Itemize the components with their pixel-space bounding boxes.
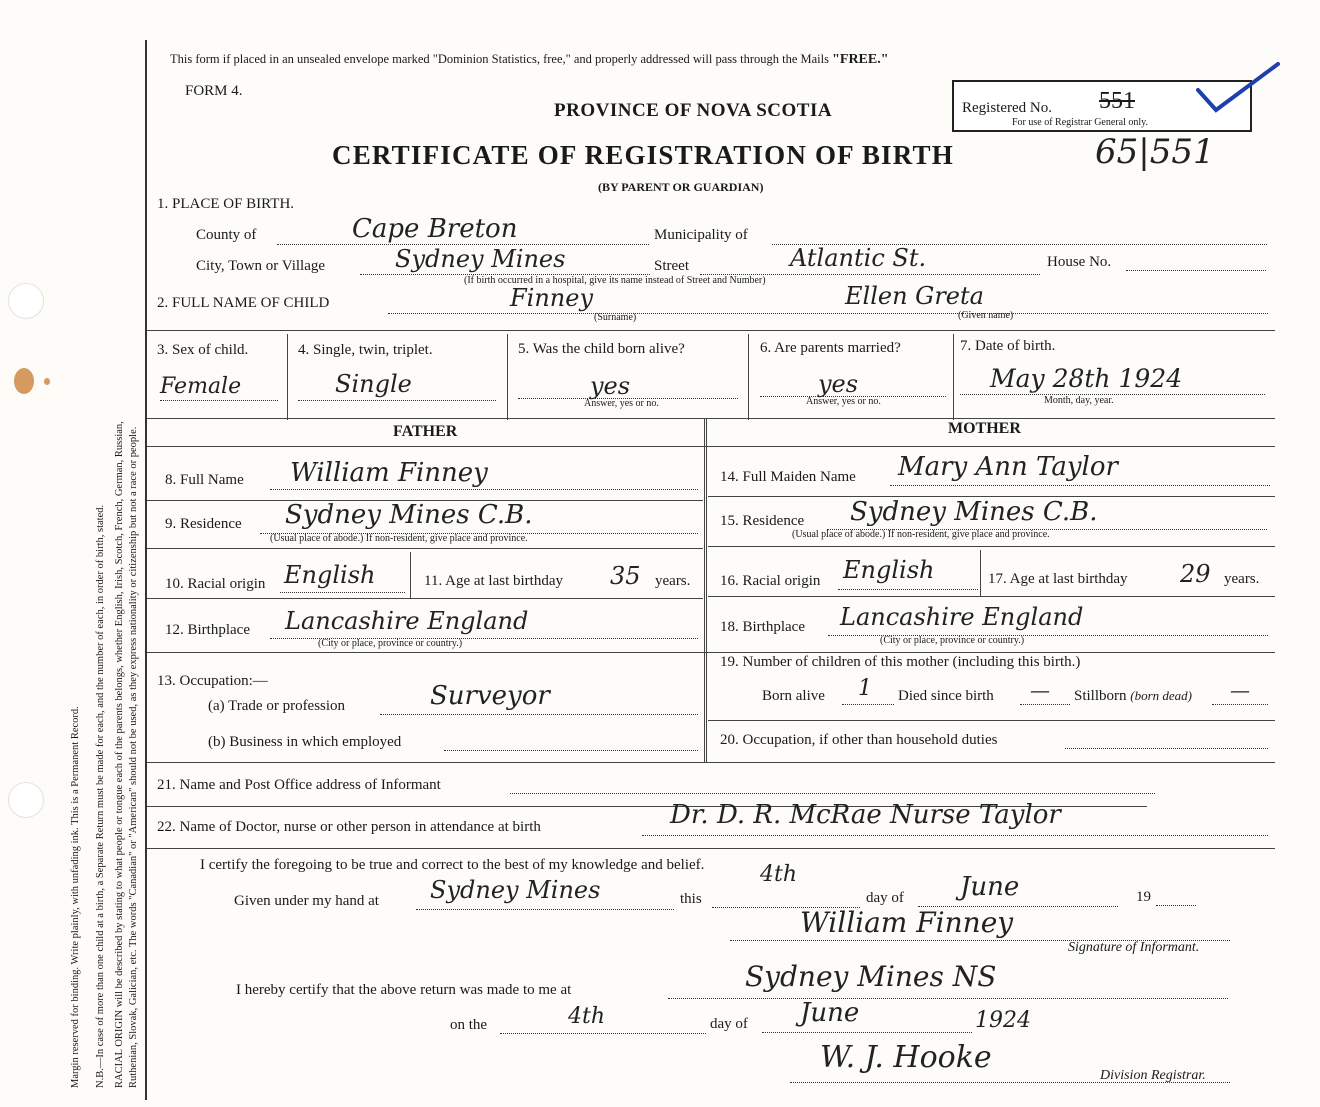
county-value: Cape Breton <box>352 214 518 244</box>
margin-note-multiple-births: N.B.—In case of more than one child at a birth, a Separate Return must be made for each, and the number of each, in order of birth, stated. <box>95 504 106 1088</box>
surname-note: (Surname) <box>594 312 637 323</box>
child-given-value: Ellen Greta <box>845 282 984 310</box>
father-name-value: William Finney <box>290 458 488 488</box>
handwritten-registration-number: 65|551 <box>1095 132 1215 172</box>
father-residence-label: 9. Residence <box>165 516 242 532</box>
father-residence-value: Sydney Mines C.B. <box>285 500 533 530</box>
rust-stain-small <box>44 378 50 385</box>
rust-stain <box>14 368 34 394</box>
county-label: County of <box>196 227 257 243</box>
father-name-label: 8. Full Name <box>165 472 244 488</box>
dob-label: 7. Date of birth. <box>960 338 1056 354</box>
father-birthplace-value: Lancashire England <box>285 607 529 635</box>
certificate-subtitle: (BY PARENT OR GUARDIAN) <box>598 180 764 194</box>
child-surname-value: Finney <box>510 284 594 312</box>
mother-birthplace-note: (City or place, province or country.) <box>880 635 1025 646</box>
born-alive-count-value: 1 <box>858 676 872 701</box>
mail-notice: This form if placed in an unsealed envelope marked "Dominion Statistics, free," and properly addressed will pass through the Mails "FREE." <box>170 52 889 67</box>
division-registrar-label: Division Registrar. <box>1100 1068 1206 1083</box>
died-since-birth-label: Died since birth <box>898 688 994 704</box>
given-under-label: Given under my hand at <box>234 893 379 909</box>
stillborn-value: — <box>1230 678 1250 702</box>
this-label: this <box>680 891 702 907</box>
sex-label: 3. Sex of child. <box>157 342 249 358</box>
mother-residence-note: (Usual place of abode.) If non-resident, give place and province. <box>792 529 1050 540</box>
punch-hole-bottom <box>8 782 44 818</box>
informant-label: 21. Name and Post Office address of Informant <box>157 777 441 793</box>
registration-day-value: 4th <box>568 1004 606 1029</box>
margin-note-nationality: Ruthenian, Slovak, Galician, etc. The words "Canadian" or "American" should not be used, as they express nationality or citizenship but not a race or people. <box>128 426 139 1088</box>
day-of-label: day of <box>866 890 904 906</box>
mother-name-label: 14. Full Maiden Name <box>720 469 856 485</box>
given-day-value: 4th <box>760 862 798 887</box>
mother-residence-label: 15. Residence <box>720 513 805 529</box>
stillborn-note: (born dead) <box>1130 688 1193 703</box>
doctor-value: Dr. D. R. McRae Nurse Taylor <box>670 800 1061 830</box>
street-value: Atlantic St. <box>790 244 927 272</box>
street-label: Street <box>654 258 689 274</box>
doctor-label: 22. Name of Doctor, nurse or other person in attendance at birth <box>157 819 541 835</box>
certificate-title: CERTIFICATE OF REGISTRATION OF BIRTH <box>332 140 954 170</box>
mail-free-label: "FREE." <box>832 52 889 67</box>
parents-married-note: Answer, yes or no. <box>806 396 881 407</box>
father-heading: FATHER <box>393 423 458 440</box>
mother-occupation-label: 20. Occupation, if other than household duties <box>720 732 998 748</box>
mother-heading: MOTHER <box>948 420 1021 437</box>
born-alive-label: 5. Was the child born alive? <box>518 341 685 357</box>
city-value: Sydney Mines <box>395 245 566 273</box>
died-since-birth-value: — <box>1030 678 1050 702</box>
municipality-label: Municipality of <box>654 227 748 243</box>
margin-note-binding: Margin reserved for binding. Write plainly, with unfading ink. This is a Permanent Record. <box>70 706 81 1088</box>
informant-signature: William Finney <box>800 906 1014 939</box>
stillborn-label: Stillborn (born dead) <box>1074 688 1193 704</box>
father-birthplace-label: 12. Birthplace <box>165 622 250 638</box>
registrar-only-note: For use of Registrar General only. <box>1012 117 1148 128</box>
trade-value: Surveyor <box>430 681 550 711</box>
mother-birthplace-label: 18. Birthplace <box>720 619 805 635</box>
sex-value: Female <box>160 374 242 399</box>
registration-year-value: 1924 <box>975 1008 1031 1033</box>
check-mark-icon <box>1194 60 1284 120</box>
trade-label: (a) Trade or profession <box>208 698 346 714</box>
mother-age-unit: years. <box>1224 571 1260 587</box>
given-month-value: June <box>960 872 1020 902</box>
registered-number-box <box>952 80 1252 132</box>
mother-name-value: Mary Ann Taylor <box>898 452 1118 482</box>
born-alive-count-label: Born alive <box>762 688 825 704</box>
day-of-label-2: day of <box>710 1016 748 1032</box>
on-the-label: on the <box>450 1017 488 1033</box>
registered-value: 551 <box>1099 88 1135 114</box>
father-age-unit: years. <box>655 573 691 589</box>
father-age-label: 11. Age at last birthday <box>424 573 563 589</box>
registered-label: Registered No. <box>962 100 1052 116</box>
hereby-certify-label: I hereby certify that the above return was made to me at <box>236 982 572 998</box>
mother-residence-value: Sydney Mines C.B. <box>850 497 1098 527</box>
hospital-note: (If birth occurred in a hospital, give its name instead of Street and Number) <box>464 275 766 286</box>
father-race-value: English <box>284 561 376 589</box>
father-age-value: 35 <box>610 562 641 590</box>
father-occupation-label: 13. Occupation:— <box>157 673 268 689</box>
margin-note-racial-origin: RACIAL ORIGIN will be described by stating to what people or tongue each of the parents belongs, whether English, Irish, Scotch, French, German, Russian, <box>114 421 125 1088</box>
left-border <box>145 40 147 1100</box>
parents-divider <box>704 418 707 762</box>
father-birthplace-note: (City or place, province or country.) <box>318 638 463 649</box>
plurality-value: Single <box>335 370 412 398</box>
parents-married-label: 6. Are parents married? <box>760 340 901 356</box>
given-name-note: (Given name) <box>958 310 1014 321</box>
mother-birthplace-value: Lancashire England <box>840 603 1084 631</box>
mother-age-label: 17. Age at last birthday <box>988 571 1128 587</box>
dob-note: Month, day, year. <box>1044 395 1114 406</box>
dob-value: May 28th 1924 <box>990 364 1183 393</box>
born-alive-note: Answer, yes or no. <box>584 398 659 409</box>
business-label: (b) Business in which employed <box>208 734 402 750</box>
informant-signature-label: Signature of Informant. <box>1068 940 1200 955</box>
father-residence-note: (Usual place of abode.) If non-resident, give place and province. <box>270 533 528 544</box>
registration-place-value: Sydney Mines NS <box>745 960 997 993</box>
punch-hole-top <box>8 283 44 319</box>
mother-race-label: 16. Racial origin <box>720 573 821 589</box>
registrar-signature: W. J. Hooke <box>820 1040 992 1075</box>
given-year-prefix: 19 <box>1136 889 1151 905</box>
born-alive-value: yes <box>590 372 631 400</box>
province-heading: PROVINCE OF NOVA SCOTIA <box>554 100 833 121</box>
registration-month-value: June <box>800 998 860 1028</box>
form-number: FORM 4. <box>185 83 243 99</box>
city-label: City, Town or Village <box>196 258 326 274</box>
given-place-value: Sydney Mines <box>430 876 601 904</box>
father-race-label: 10. Racial origin <box>165 576 266 592</box>
children-count-label: 19. Number of children of this mother (including this birth.) <box>720 654 1081 670</box>
child-name-label: 2. FULL NAME OF CHILD <box>157 295 330 311</box>
mother-age-value: 29 <box>1180 560 1211 588</box>
parents-married-value: yes <box>818 370 859 398</box>
plurality-label: 4. Single, twin, triplet. <box>298 342 433 358</box>
place-of-birth-heading: 1. PLACE OF BIRTH. <box>157 196 295 212</box>
house-number-label: House No. <box>1047 254 1112 270</box>
mother-race-value: English <box>843 556 935 584</box>
certify-statement: I certify the foregoing to be true and correct to the best of my knowledge and belief. <box>200 857 705 873</box>
